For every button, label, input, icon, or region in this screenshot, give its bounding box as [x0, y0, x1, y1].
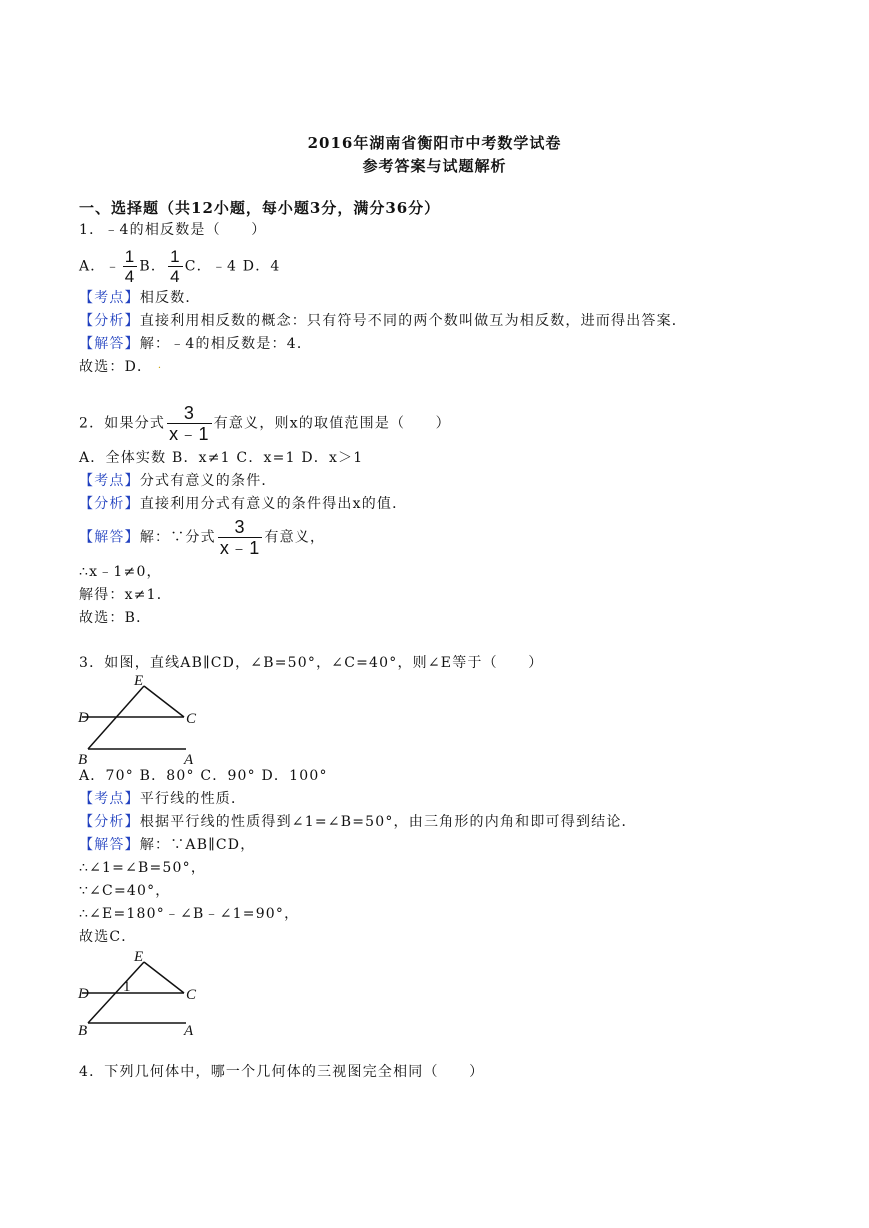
q1-fraction-b — [168, 248, 183, 285]
q2-options: A．全体实数 B．x≠1 C．x=1 D．x＞1 — [79, 450, 364, 466]
q1-option-rest: C．﹣4 D．4 — [184, 258, 281, 275]
q4-stem: 4．下列几何体中，哪一个几何体的三视图完全相同（ ） — [79, 1064, 485, 1080]
q1-option-a-prefix: A．﹣ — [79, 258, 121, 275]
q2-jieda-post: 有意义， — [264, 529, 326, 546]
page-subtitle: 参考答案与试题解析 — [362, 157, 507, 175]
q1-kaodian — [79, 289, 201, 307]
q2-fraction-num: 3 — [167, 404, 212, 424]
q2-answer: 故选：B． — [79, 610, 152, 626]
label-a: A — [184, 1023, 194, 1036]
q1-fraction-b-den: 4 — [170, 267, 181, 286]
q2-jieda-fraction-den: x﹣1 — [219, 538, 261, 558]
q3-figure — [76, 672, 206, 768]
q1-jieda — [79, 335, 312, 353]
q3-solution-figure — [76, 948, 206, 1036]
q2-step1: ∴x﹣1≠0， — [79, 564, 162, 580]
label-a: A — [184, 752, 194, 768]
q2-jieda-fraction — [218, 518, 263, 557]
fenxi-tag: 【分析】 — [79, 313, 140, 329]
q2-stem — [79, 404, 451, 443]
q3-fenxi-text: 根据平行线的性质得到∠1=∠B=50°，由三角形的内角和即可得到结论． — [139, 814, 637, 830]
q3-step3: ∴∠E=180°﹣∠B﹣∠1=90°， — [79, 906, 300, 922]
q1-fraction-b-num: 1 — [170, 247, 181, 266]
jieda-tag: 【解答】 — [79, 837, 140, 853]
stray-dot: · — [157, 363, 163, 374]
label-b: B — [78, 752, 88, 768]
kaodian-tag: 【考点】 — [79, 473, 140, 489]
q3-step1: ∴∠1=∠B=50°， — [79, 860, 207, 876]
jieda-tag: 【解答】 — [79, 336, 140, 352]
kaodian-tag: 【考点】 — [79, 290, 140, 306]
q1-stem: 1．﹣4的相反数是（ ） — [79, 222, 267, 238]
label-angle-1: 1 — [123, 979, 131, 995]
q1-options — [79, 248, 281, 285]
label-b: B — [78, 1023, 88, 1036]
q3-stem: 3．如图，直线AB∥CD，∠B=50°，∠C=40°，则∠E等于（ ） — [79, 655, 544, 671]
line-ec — [144, 962, 184, 993]
label-c: C — [186, 987, 197, 1003]
kaodian-tag: 【考点】 — [79, 791, 140, 807]
q3-fenxi — [79, 813, 637, 831]
q1-fraction-a — [123, 248, 138, 285]
label-e: E — [134, 949, 144, 965]
jieda-tag: 【解答】 — [79, 529, 140, 546]
q1-answer-text: 故选：D． — [79, 359, 153, 375]
q2-jieda-pre: 解：∵分式 — [139, 529, 216, 546]
fenxi-tag: 【分析】 — [79, 814, 140, 830]
q2-jieda — [79, 518, 325, 557]
line-ec — [144, 686, 184, 717]
q3-kaodian — [79, 790, 246, 808]
q2-kaodian-text: 分式有意义的条件． — [139, 473, 277, 489]
q1-fraction-a-num: 1 — [124, 247, 136, 266]
page-title: 2016年湖南省衡阳市中考数学试卷 — [307, 134, 562, 152]
q2-fraction-den: x﹣1 — [169, 424, 210, 444]
section-heading: 一、选择题（共12小题，每小题3分，满分36分） — [79, 199, 441, 217]
q2-jieda-fraction-num: 3 — [218, 518, 263, 538]
q1-fenxi-text: 直接利用相反数的概念：只有符号不同的两个数叫做互为相反数，进而得出答案． — [139, 313, 688, 329]
label-c: C — [186, 711, 197, 727]
q1-kaodian-text: 相反数． — [139, 290, 201, 306]
q2-fraction — [167, 404, 212, 443]
q1-fraction-a-den: 4 — [124, 267, 136, 286]
q3-step2: ∵∠C=40°， — [79, 883, 171, 899]
q1-answer — [79, 358, 162, 378]
q3-jieda-text: 解：∵AB∥CD， — [139, 837, 256, 853]
q1-fenxi — [79, 312, 687, 330]
q2-fenxi-text: 直接利用分式有意义的条件得出x的值． — [139, 496, 408, 512]
label-d: D — [78, 986, 89, 1002]
q2-stem-post: 有意义，则x的取值范围是（ ） — [213, 415, 451, 432]
q2-kaodian — [79, 472, 277, 490]
q3-kaodian-text: 平行线的性质． — [139, 791, 247, 807]
label-e: E — [134, 673, 144, 689]
q1-jieda-text: 解：﹣4的相反数是：4． — [139, 336, 313, 352]
label-d: D — [78, 710, 89, 726]
fenxi-tag: 【分析】 — [79, 496, 140, 512]
q3-options: A．70° B．80° C．90° D．100° — [79, 768, 328, 784]
q2-fenxi — [79, 495, 407, 513]
q2-step2: 解得：x≠1． — [79, 587, 172, 603]
q2-stem-pre: 2．如果分式 — [79, 415, 166, 432]
q3-jieda — [79, 836, 255, 854]
q3-answer: 故选C． — [79, 929, 137, 945]
q1-option-b-prefix: B． — [139, 258, 167, 275]
